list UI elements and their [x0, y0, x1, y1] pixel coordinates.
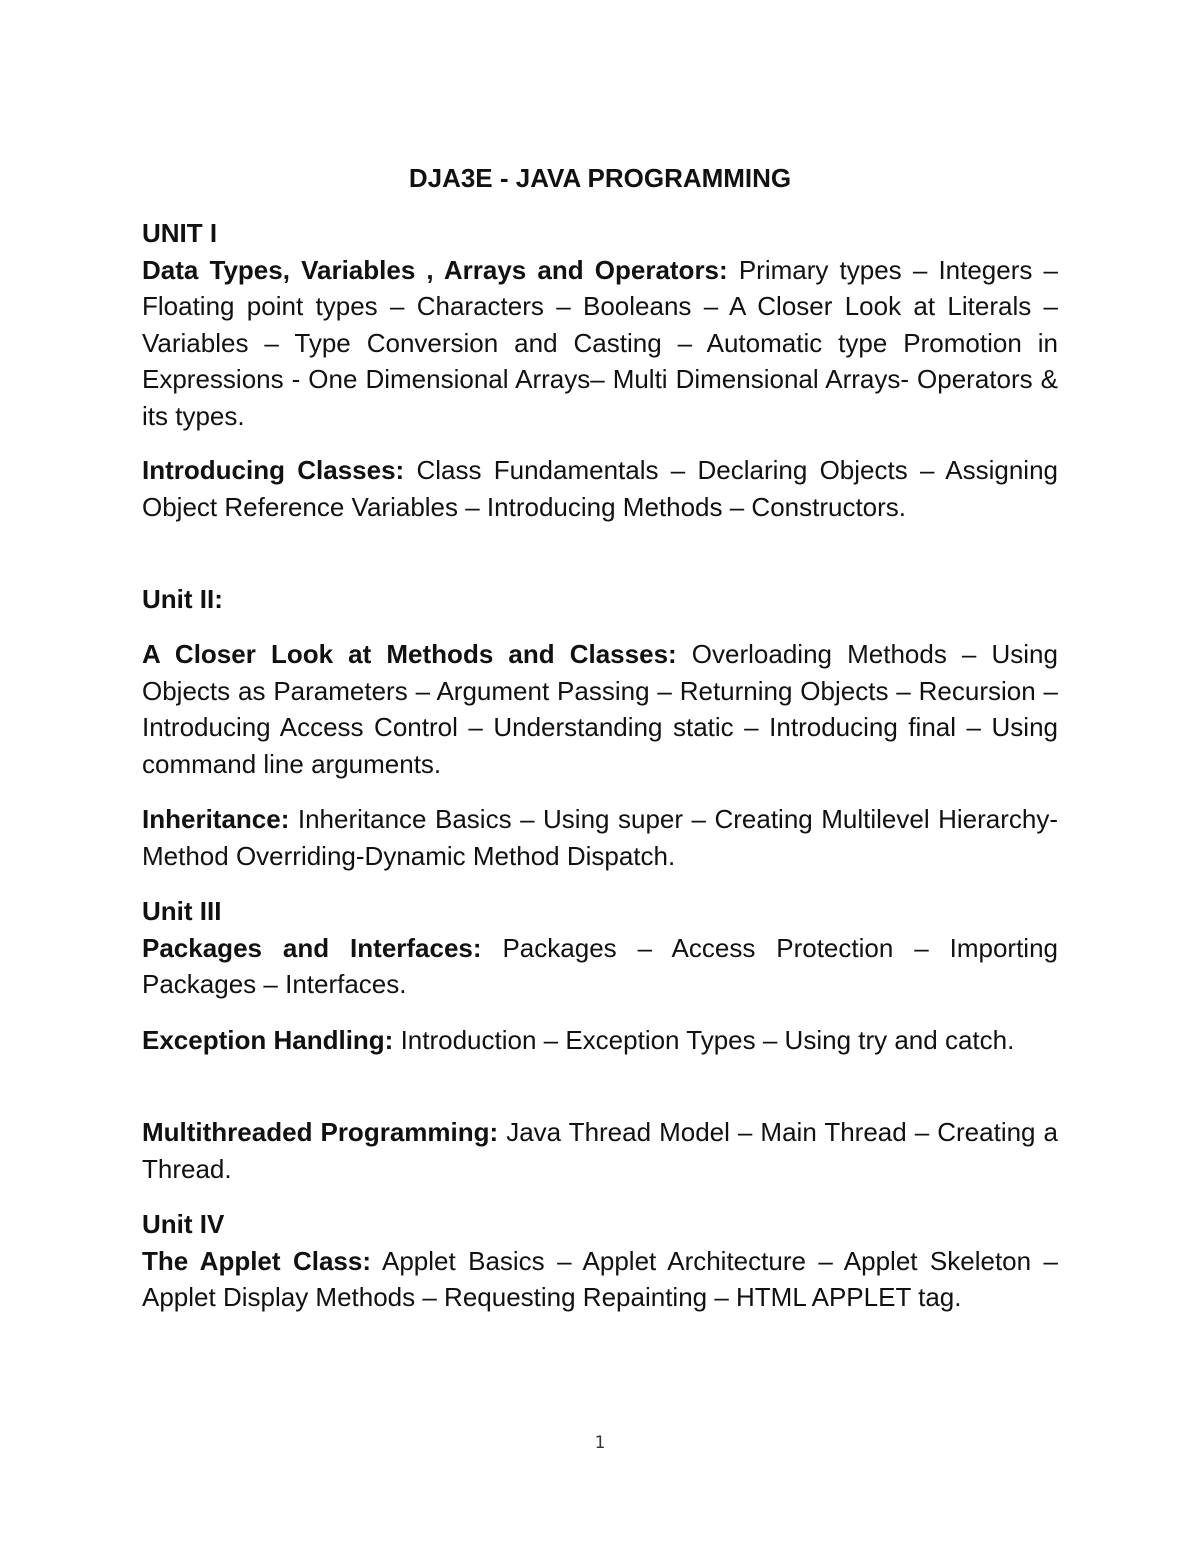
section-text: Overloading Methods – Using Objects as Parameters – Argument Passing – Returning Objects – Recursion – Introducing Access Control – Understanding static – Introducing final – Using command line arguments.: [142, 639, 1058, 779]
page-number: 1: [594, 1433, 606, 1453]
section-lead: Data Types, Variables , Arrays and Operators:: [142, 254, 728, 285]
section-lead: Introducing Classes:: [142, 455, 405, 485]
unit-2-heading-block: [142, 581, 1058, 618]
section-text: Packages – Access Protection – Importing Packages – Interfaces.: [142, 932, 1058, 1000]
unit-1-block: [142, 215, 1058, 435]
unit-3-section-3: [142, 1114, 1058, 1187]
unit-3-block: [142, 893, 1058, 1003]
document-title: DJA3E - JAVA PROGRAMMING: [408, 163, 792, 193]
section-text: Introduction – Exception Types – Using try and catch.: [393, 1025, 1015, 1055]
unit-2-section-2-block: [142, 801, 1058, 874]
section-lead: Packages and Interfaces:: [142, 932, 482, 963]
unit-3-section-3-block: [142, 1114, 1058, 1187]
unit-3-section-2-block: [142, 1022, 1058, 1059]
unit-4-section-1: [142, 1243, 1058, 1316]
section-lead: Exception Handling:: [142, 1025, 394, 1055]
unit-2-section-1: [142, 636, 1058, 782]
unit-1-heading: UNIT I: [142, 218, 218, 248]
section-lead: The Applet Class:: [142, 1245, 371, 1276]
section-lead: A Closer Look at Methods and Classes:: [142, 639, 677, 669]
section-text: Applet Basics – Applet Architecture – Applet Skeleton – Applet Display Methods – Requesting Repainting – HTML APPLET tag.: [142, 1245, 1058, 1313]
unit-3-section-1: [142, 930, 1058, 1003]
section-text: Primary types – Integers – Floating point types – Characters – Booleans – A Closer Look at Literals – Variables – Type Conversion and Casting – Automatic type Promotion in Expressions - One Dimensional Arrays– Multi Dimensional Arrays- Operators & its types.: [142, 254, 1058, 431]
unit-2-section-2: [142, 801, 1058, 874]
unit-4-block: [142, 1206, 1058, 1316]
section-lead: Inheritance:: [142, 804, 290, 834]
unit-1-section-1: [142, 252, 1058, 435]
section-text: Java Thread Model – Main Thread – Creating a Thread.: [142, 1117, 1059, 1184]
unit-3-heading: Unit III: [142, 896, 222, 926]
section-text: Class Fundamentals – Declaring Objects – Assigning Object Reference Variables – Introducing Methods – Constructors.: [142, 455, 1059, 522]
unit-2-section-1-block: [142, 636, 1058, 782]
section-text: Inheritance Basics – Using super – Creating Multilevel Hierarchy-Method Overriding-Dynamic Method Dispatch.: [142, 804, 1058, 871]
unit-4-heading: Unit IV: [142, 1209, 225, 1239]
unit-3-section-2: [142, 1022, 1058, 1059]
unit-1-section-2-block: [142, 452, 1058, 525]
unit-2-heading: Unit II:: [142, 584, 223, 614]
unit-1-section-2: [142, 452, 1058, 525]
section-lead: Multithreaded Programming:: [142, 1117, 499, 1147]
